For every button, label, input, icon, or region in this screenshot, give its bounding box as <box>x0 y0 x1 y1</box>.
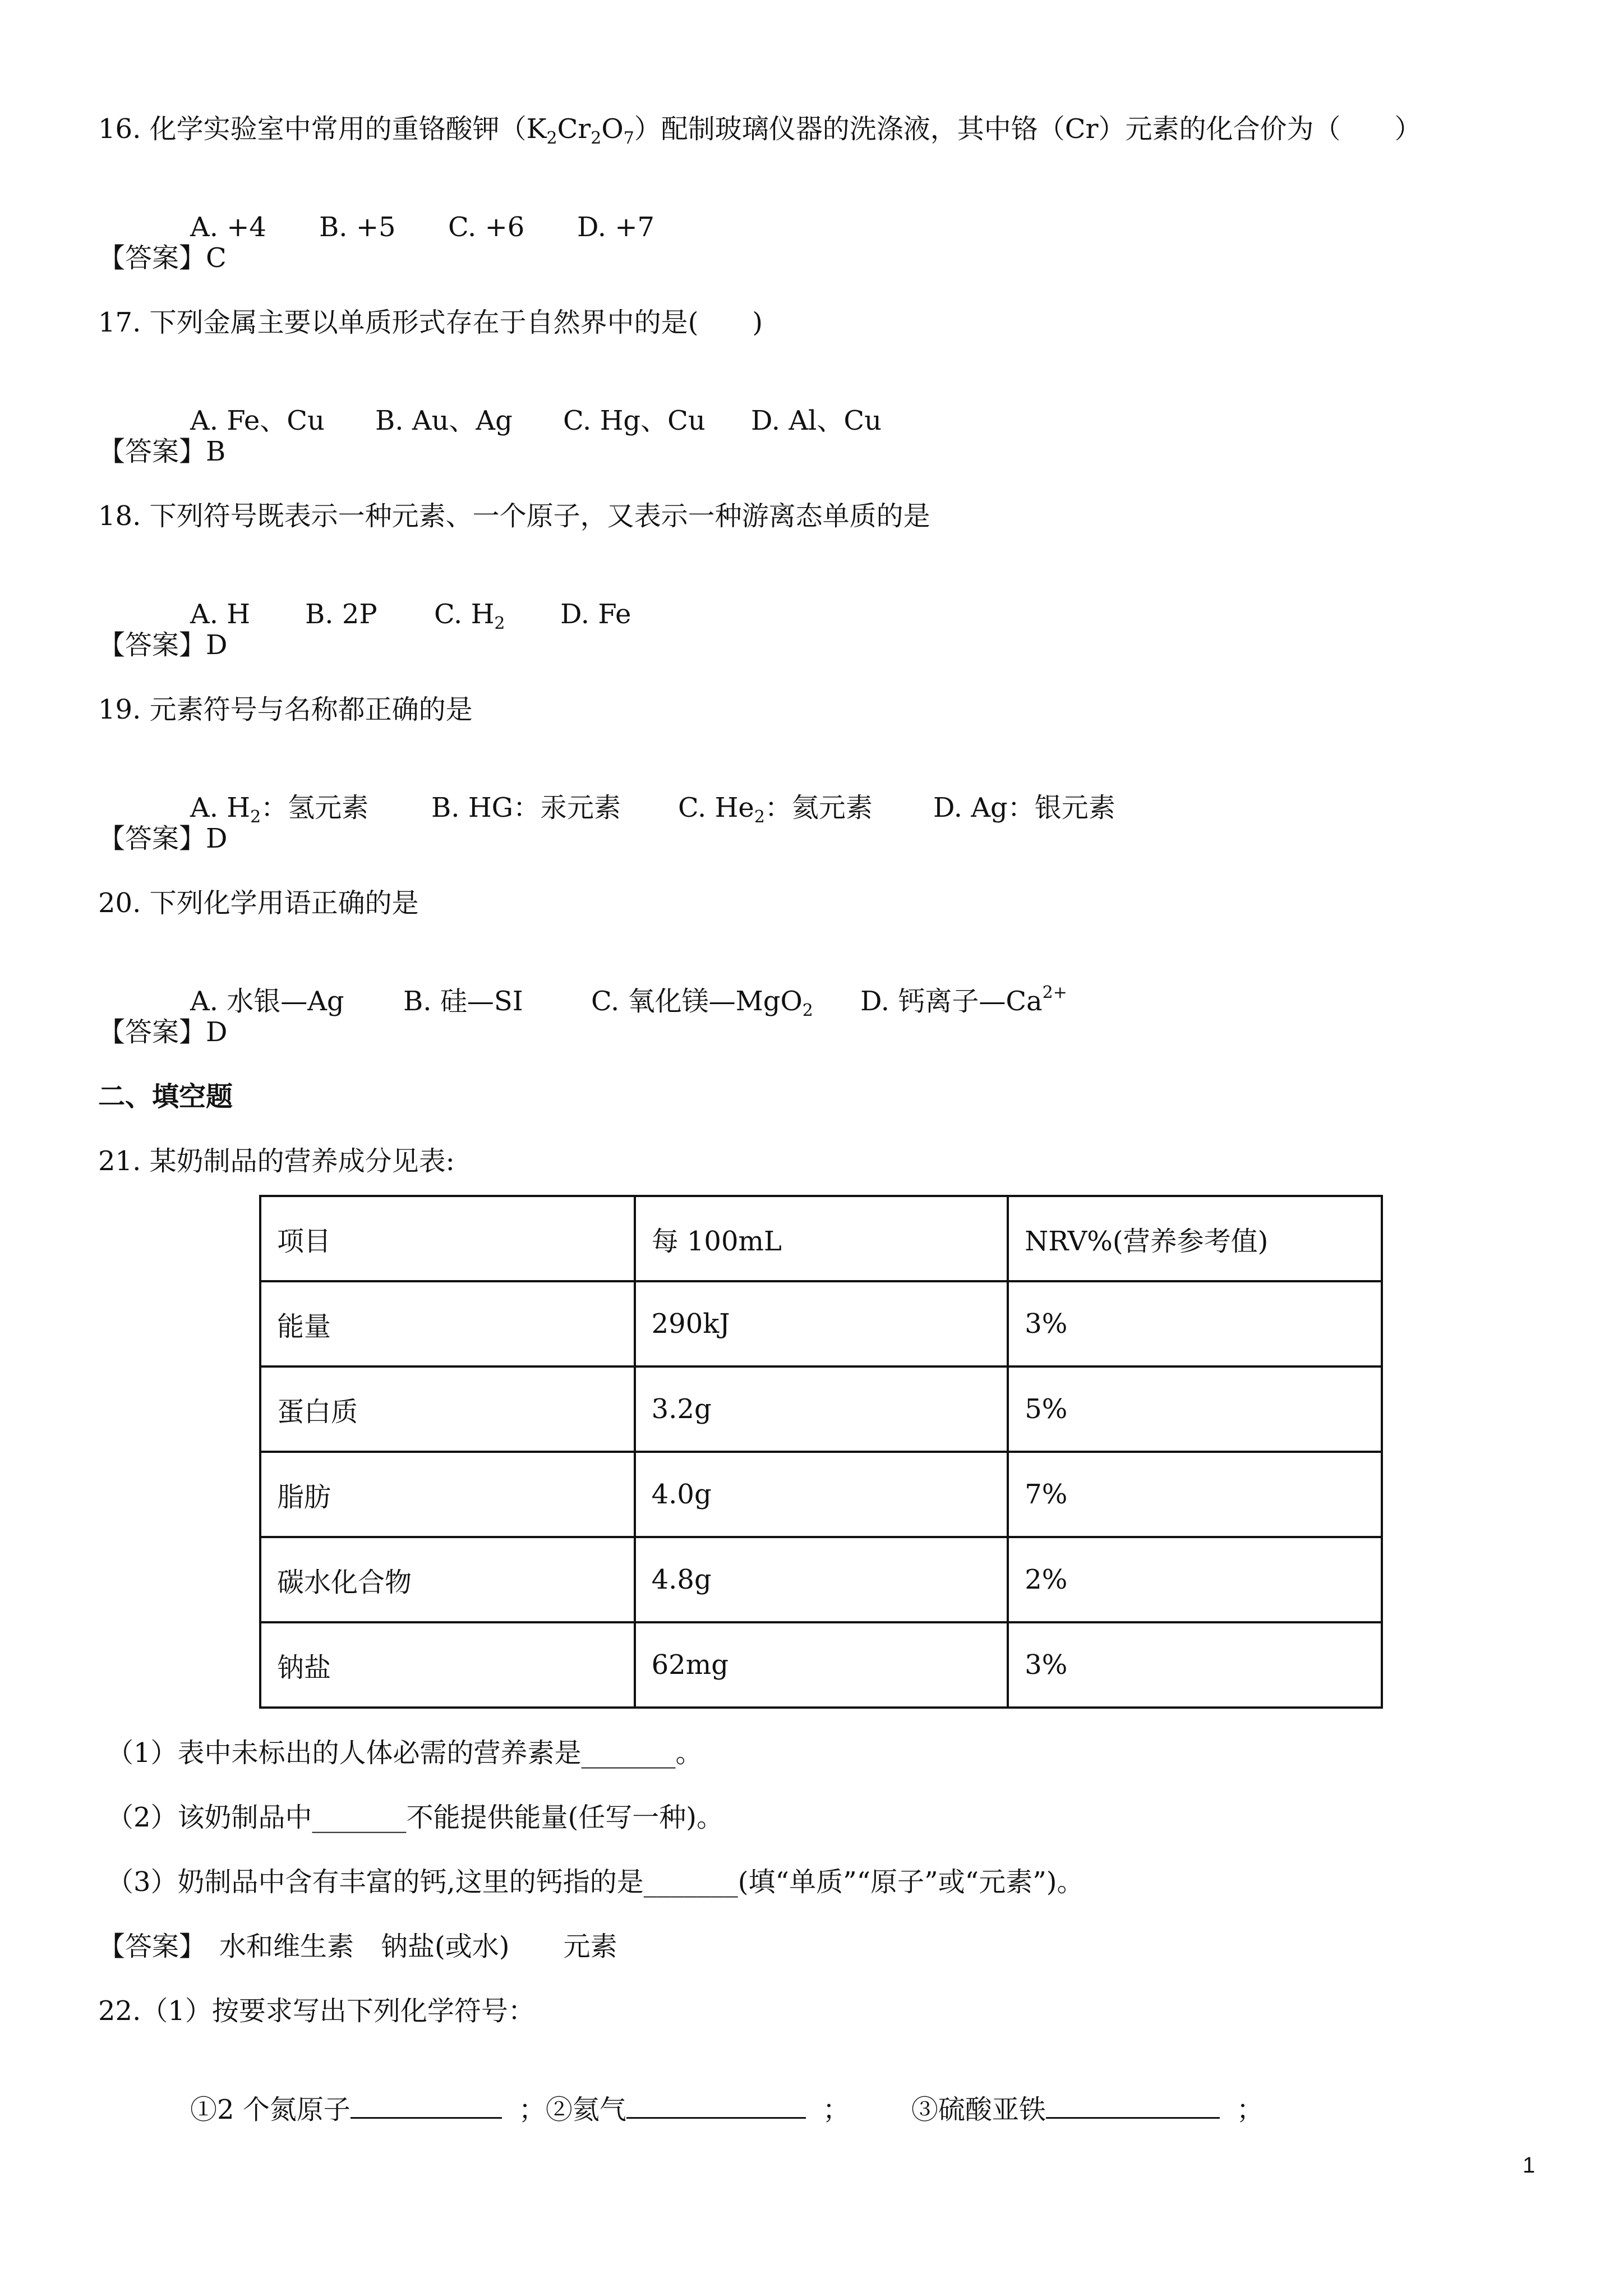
q19-option-b: B. HG：汞元素 <box>431 792 621 823</box>
q18-option-a: A. H <box>190 599 251 630</box>
table-cell: 4.0g <box>635 1452 1008 1537</box>
table-cell: 2% <box>1008 1537 1382 1622</box>
q20-option-d: D. 钙离子$—Ca^{2+}$ <box>860 983 1067 1017</box>
question-17-options <box>156 370 882 436</box>
q22-sep-3: ； <box>1236 2094 1264 2125</box>
table-cell: 钠盐 <box>260 1622 635 1708</box>
q20-option-c: C. 氧化镁—MgO$_2$ <box>591 986 813 1020</box>
q19-option-d: D. Ag：银元素 <box>933 792 1115 823</box>
table-cell: 3.2g <box>635 1366 1008 1452</box>
table-row <box>260 1281 1382 1366</box>
table-cell: 290kJ <box>635 1281 1008 1366</box>
answer-blank[interactable] <box>1046 2092 1220 2119</box>
question-17-answer: 【答案】B <box>98 436 226 467</box>
question-19-answer: 【答案】D <box>98 823 228 854</box>
q19-option-a: A. $H_2$：氢元素 <box>190 792 369 827</box>
q16-option-a: A. +4 <box>190 211 266 243</box>
answer-blank[interactable] <box>626 2092 806 2119</box>
table-row <box>260 1452 1382 1537</box>
q18-option-b: B. 2P <box>305 599 377 630</box>
table-cell: 项目 <box>260 1196 635 1281</box>
table-row <box>260 1366 1382 1452</box>
question-18-options <box>156 564 631 633</box>
q22-item-1: ①2 个氮原子 <box>190 2094 351 2125</box>
question-21-stem: 21. 某奶制品的营养成分见表: <box>98 1145 455 1177</box>
question-16-options <box>156 177 655 243</box>
table-cell: 每 100mL <box>635 1196 1008 1281</box>
q20-option-a: A. 水银—Ag <box>190 986 344 1017</box>
q22-item-2: ②氦气 <box>545 2094 626 2125</box>
table-cell: NRV%(营养参考值) <box>1008 1196 1382 1281</box>
table-cell: 脂肪 <box>260 1452 635 1537</box>
table-cell: 7% <box>1008 1452 1382 1537</box>
table-row <box>260 1196 1382 1281</box>
question-16-stem: 16. 化学实验室中常用的重铬酸钾$(K_2Cr_2O_7)$配制玻璃仪器的洗涤液，其中铬（Cr）元素的化合价为（ ） <box>98 113 1422 148</box>
table-cell: 3% <box>1008 1622 1382 1708</box>
table-cell: 蛋白质 <box>260 1366 635 1452</box>
question-18-answer: 【答案】D <box>98 629 228 661</box>
q16-option-d: D. +7 <box>577 211 655 243</box>
table-cell: 碳水化合物 <box>260 1537 635 1622</box>
question-18-stem: 18. 下列符号既表示一种元素、一个原子，又表示一种游离态单质的是 <box>98 500 930 532</box>
question-20-answer: 【答案】D <box>98 1016 228 1048</box>
question-21-sub1: （1）表中未标出的人体必需的营养素是_______。 <box>107 1737 703 1769</box>
question-17-stem: 17. 下列金属主要以单质形式存在于自然界中的是( ) <box>98 307 763 338</box>
q16-option-c: C. +6 <box>448 211 525 243</box>
question-22-items <box>156 2059 1264 2125</box>
question-19-options <box>156 757 1115 827</box>
q17-option-d: D. Al、Cu <box>751 405 882 436</box>
question-20-options <box>156 951 1067 1020</box>
q18-option-c: C. $H_2$ <box>434 599 505 633</box>
question-22-stem: 22.（1）按要求写出下列化学符号： <box>98 1995 535 2027</box>
table-row <box>260 1622 1382 1708</box>
q22-item-3: ③硫酸亚铁 <box>911 2094 1046 2125</box>
q17-option-b: B. Au、Ag <box>375 405 513 436</box>
q22-sep-2: ； <box>822 2094 850 2125</box>
question-21-sub2: （2）该奶制品中_______不能提供能量(任写一种)。 <box>107 1802 723 1833</box>
table-row <box>260 1537 1382 1622</box>
q18-option-d: D. Fe <box>560 599 631 630</box>
table-cell: 62mg <box>635 1622 1008 1708</box>
q20-option-b: B. 硅—SI <box>403 986 523 1017</box>
question-21-sub3: （3）奶制品中含有丰富的钙,这里的钙指的是_______(填“单质”“原子”或“元素”)。 <box>107 1866 1084 1898</box>
question-20-stem: 20. 下列化学用语正确的是 <box>98 887 419 919</box>
nutrition-table <box>259 1195 1383 1709</box>
table-cell: 能量 <box>260 1281 635 1366</box>
q19-option-c: C. $He_2$：氦元素 <box>678 792 873 827</box>
q17-option-a: A. Fe、Cu <box>190 405 325 436</box>
table-cell: 5% <box>1008 1366 1382 1452</box>
question-19-stem: 19. 元素符号与名称都正确的是 <box>98 694 473 725</box>
q22-sep-1: ； <box>518 2094 546 2125</box>
page-number: 1 <box>1523 2153 1536 2178</box>
q17-option-c: C. Hg、Cu <box>563 405 706 436</box>
question-21-answer: 【答案】 水和维生素 钠盐(或水) 元素 <box>98 1931 617 1962</box>
question-16-answer: 【答案】C <box>98 242 227 274</box>
answer-blank[interactable] <box>351 2092 502 2119</box>
table-cell: 4.8g <box>635 1537 1008 1622</box>
table-cell: 3% <box>1008 1281 1382 1366</box>
q16-option-b: B. +5 <box>319 211 396 243</box>
section-title: 二、填空题 <box>98 1081 233 1112</box>
